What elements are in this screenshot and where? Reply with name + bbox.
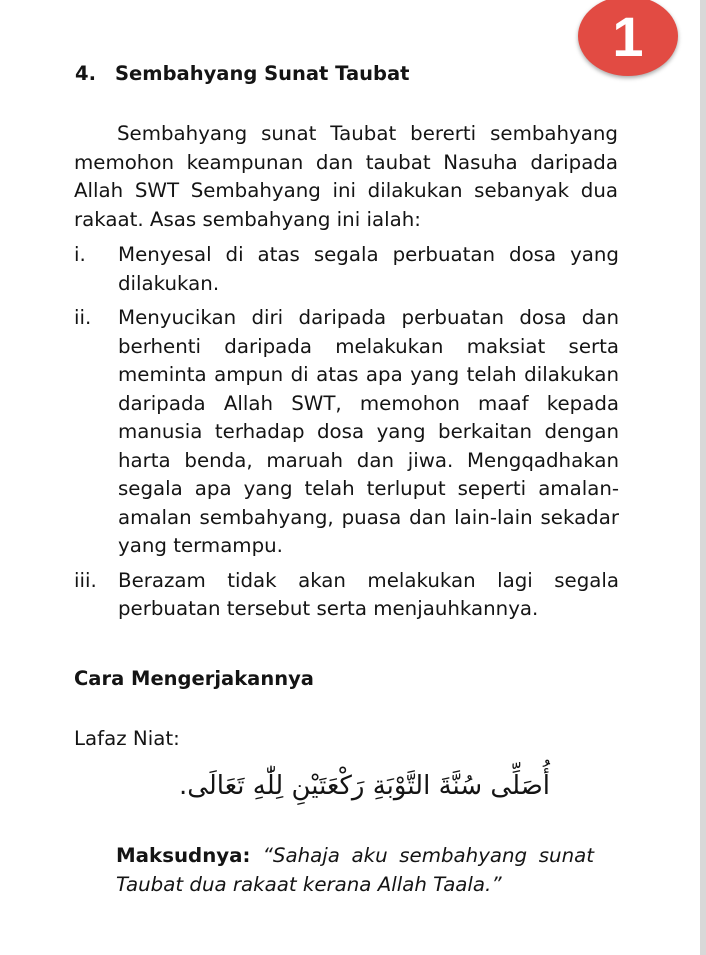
list-marker: i. <box>74 243 86 266</box>
niat-label: Lafaz Niat: <box>74 727 180 750</box>
arabic-niat-text: أُصَلِّى سُنَّةَ التَّوْبَةِ رَكْعَتَيْنِ لِلّٰهِ تَعَالَى. <box>178 771 550 801</box>
list-marker: ii. <box>74 306 92 329</box>
page-number-badge: 1 <box>578 0 678 76</box>
section-title: Sembahyang Sunat Taubat <box>115 62 410 85</box>
principles-list <box>74 241 619 624</box>
list-item-text: Berazam tidak akan melakukan lagi segala perbuatan tersebut serta menjauhkannya. <box>118 568 619 620</box>
list-item <box>74 241 619 298</box>
list-item-text: Menyucikan diri daripada perbuatan dosa dan berhenti daripada melakukan maksiat serta meminta ampun di atas apa yang telah dilakukan daripada Allah SWT, memohon maaf kepada manusia terhadap dosa yang berkaitan dengan harta benda, maruah dan jiwa. Mengqadhakan segala apa yang telah terluput seperti amalan-amalan sembahyang, puasa dan lain-lain sekadar yang termampu. <box>118 306 619 557</box>
meaning-text: “Sahaja aku sembahyang sunat Taubat dua rakaat kerana Allah Taala.” <box>116 844 594 896</box>
section-number: 4. <box>75 62 96 85</box>
meaning-label: Maksudnya <box>116 844 243 867</box>
list-item <box>74 567 619 624</box>
meaning-paragraph: Maksudnya: “Sahaja aku sembahyang sunat Taubat dua rakaat kerana Allah Taala.” <box>116 844 594 896</box>
list-item-text: Menyesal di atas segala perbuatan dosa yang dilakukan. <box>118 243 619 295</box>
method-heading: Cara Mengerjakannya <box>74 667 314 690</box>
list-marker: iii. <box>74 568 97 592</box>
list-item <box>74 304 619 561</box>
intro-paragraph: Sembahyang sunat Taubat bererti sembahyang memohon keampunan dan taubat Nasuha daripada Allah SWT Sembahyang ini dilakukan sebanyak dua rakaat. Asas sembahyang ini ialah: <box>74 122 618 231</box>
page-edge <box>700 0 706 955</box>
section-heading <box>75 62 409 86</box>
